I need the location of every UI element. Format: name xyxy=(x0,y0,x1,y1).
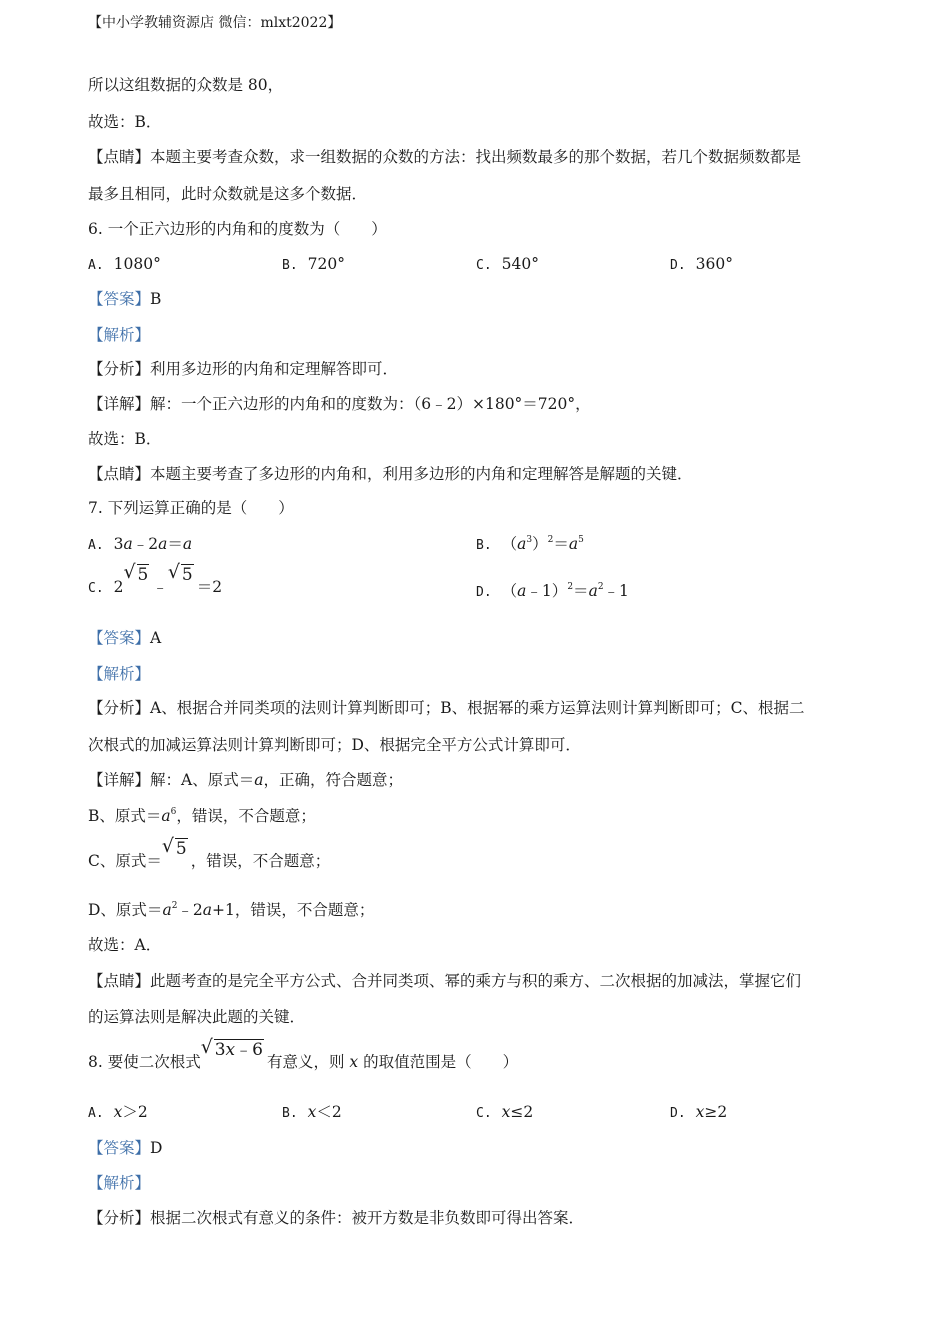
q6-stem: 6. 一个正六边形的内角和的度数为（ ） xyxy=(88,220,387,238)
sqrt-icon: √ 5 xyxy=(161,835,187,859)
q7-fenxi-1: 【分析】A、根据合并同类项的法则计算判断即可；B、根据幂的乘方运算法则计算判断即可；C、根据二 xyxy=(88,699,805,717)
q6-fenxi: 【分析】利用多边形的内角和定理解答即可． xyxy=(88,360,399,378)
q6-answer: 【答案】B xyxy=(88,290,162,308)
q8-option-d: D. x≥2 xyxy=(670,1103,728,1121)
sqrt-icon: √ 5 xyxy=(123,561,149,585)
q7-dianjing-2: 的运算法则是解决此题的关键． xyxy=(88,1008,306,1026)
q8-option-b: B. x＜2 xyxy=(282,1103,342,1121)
q5-dianjing-2: 最多且相同，此时众数就是这多个数据． xyxy=(88,185,368,203)
q6-dianjing: 【点睛】本题主要考查了多边形的内角和，利用多边形的内角和定理解答是解题的关键． xyxy=(88,465,693,483)
answer-tag: 【答案】 xyxy=(88,290,151,308)
q8-fenxi: 【分析】根据二次根式有意义的条件：被开方数是非负数即可得出答案． xyxy=(88,1209,585,1227)
q7-option-a: A. 3a﹣2a＝a xyxy=(88,535,193,553)
q8-answer: 【答案】D xyxy=(88,1139,163,1157)
q7-xiangjie-c: C、原式＝ √ 5，错误，不合题意； xyxy=(88,835,331,870)
q6-xiangjie: 【详解】解：一个正六边形的内角和的度数为：（6﹣2）×180°＝720°， xyxy=(88,395,591,413)
q6-option-a: A. 1080° xyxy=(88,255,161,273)
q7-xiangjie-d: D、原式$=a^2﹣2a+1$，错误，不合题意； xyxy=(88,901,375,919)
q8-stem: 8. 要使二次根式 √ 3x﹣6有意义，则 x 的取值范围是（ ） xyxy=(88,1036,519,1071)
sqrt-icon: √ 3x﹣6 xyxy=(200,1036,263,1060)
q7-option-d: D. $(a﹣1)^2=a^2﹣1$ xyxy=(476,582,629,600)
q8-option-a: A. x＞2 xyxy=(88,1103,148,1121)
q6-option-d: D. 360° xyxy=(670,255,733,273)
q7-dianjing-1: 【点睛】此题考查的是完全平方公式、合并同类项、幂的乘方与积的乘方、二次根据的加减法，掌握它们 xyxy=(88,972,802,990)
q6-option-b: B. 720° xyxy=(282,255,345,273)
q5-conclusion: 所以这组数据的众数是 80， xyxy=(88,76,284,94)
q7-xiangjie-b: B、原式$=a^6$，错误，不合题意； xyxy=(88,807,316,825)
sqrt-icon: √ 5 xyxy=(167,561,193,585)
dianjing-tag: 【点睛】 xyxy=(88,148,151,166)
q7-stem: 7. 下列运算正确的是（ ） xyxy=(88,499,294,517)
answer-tag: 【答案】 xyxy=(88,1139,151,1157)
q7-option-c: C. 2 √ 5﹣ √ 5＝2 xyxy=(88,561,223,596)
q7-option-b: B. $(a^3)^2=a^5$ xyxy=(476,535,584,553)
q6-analysis-tag: 【解析】 xyxy=(88,326,151,344)
q8-analysis-tag: 【解析】 xyxy=(88,1174,151,1192)
q5-guxuan: 故选：B． xyxy=(88,113,162,131)
q8-option-c: C. x≤2 xyxy=(476,1103,534,1121)
q5-dianjing-1: 【点睛】本题主要考查众数，求一组数据的众数的方法：找出频数最多的那个数据，若几个数据频数都是 xyxy=(88,148,802,166)
q7-answer: 【答案】A xyxy=(88,629,162,647)
q7-xiangjie-a: 【详解】解：A、原式＝a，正确，符合题意； xyxy=(88,771,403,789)
q6-option-c: C. 540° xyxy=(476,255,539,273)
q6-guxuan: 故选：B． xyxy=(88,430,162,448)
q7-fenxi-2: 次根式的加减运算法则计算判断即可；D、根据完全平方公式计算即可． xyxy=(88,736,581,754)
page-header: 【中小学教辅资源店 微信：mlxt2022】 xyxy=(88,15,342,31)
q7-analysis-tag: 【解析】 xyxy=(88,665,151,683)
q7-guxuan: 故选：A． xyxy=(88,936,162,954)
answer-tag: 【答案】 xyxy=(88,629,151,647)
